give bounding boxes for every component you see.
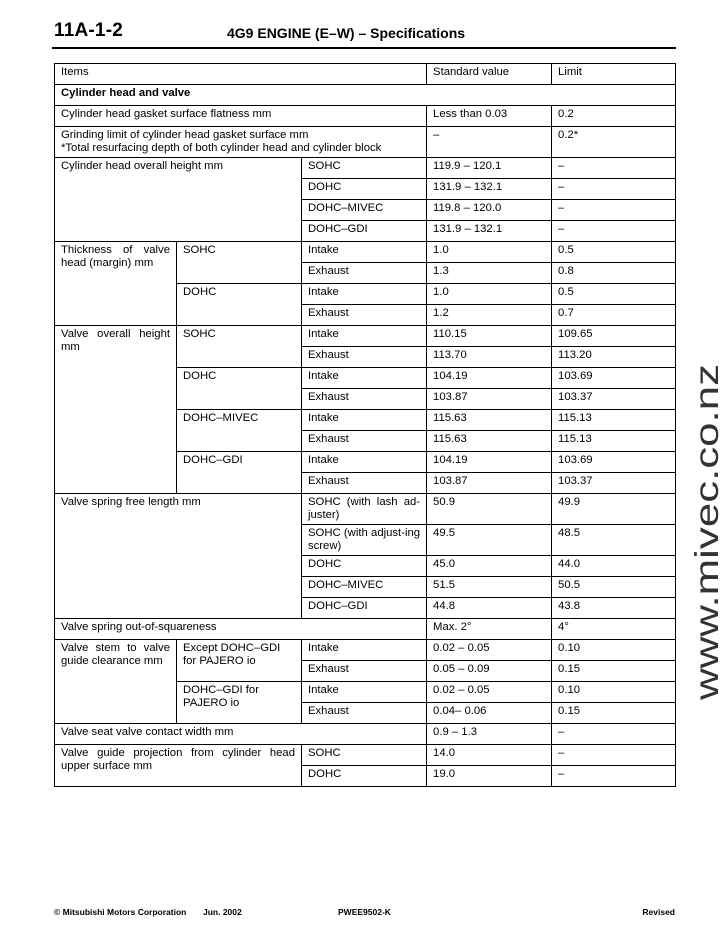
limit-value: 0.7 xyxy=(552,305,676,326)
header-rule xyxy=(52,47,676,49)
variant-label: SOHC (with lash ad-juster) xyxy=(302,494,427,525)
limit-value: – xyxy=(552,179,676,200)
limit-value: 109.65 xyxy=(552,326,676,347)
section-row xyxy=(55,85,676,106)
standard-value: 115.63 xyxy=(427,431,552,452)
valve-label: Intake xyxy=(302,284,427,305)
watermark-text: www.mivec.co.nz xyxy=(688,446,725,700)
engine-label: SOHC xyxy=(177,242,302,284)
standard-value: 131.9 – 132.1 xyxy=(427,179,552,200)
limit-value: 0.15 xyxy=(552,703,676,724)
engine-label: DOHC xyxy=(177,284,302,326)
limit-value: 113.20 xyxy=(552,347,676,368)
footer-code: PWEE9502-K xyxy=(338,907,391,917)
limit-value: – xyxy=(552,158,676,179)
valve-label: Exhaust xyxy=(302,347,427,368)
variant-label: DOHC–GDI xyxy=(302,221,427,242)
standard-value: 119.8 – 120.0 xyxy=(427,200,552,221)
limit-value: 44.0 xyxy=(552,556,676,577)
table-row xyxy=(55,640,676,661)
standard-value: 0.04– 0.06 xyxy=(427,703,552,724)
watermark xyxy=(688,360,728,700)
standard-value: 110.15 xyxy=(427,326,552,347)
engine-label: DOHC xyxy=(177,368,302,410)
valve-label: Exhaust xyxy=(302,703,427,724)
footer-date: Jun. 2002 xyxy=(203,907,242,917)
valve-label: Intake xyxy=(302,452,427,473)
table-row xyxy=(55,494,676,525)
limit-value: 103.69 xyxy=(552,452,676,473)
limit-value: – xyxy=(552,200,676,221)
limit-value: 4° xyxy=(552,619,676,640)
limit-value: 0.15 xyxy=(552,661,676,682)
variant-label: SOHC xyxy=(302,745,427,766)
limit-value: 115.13 xyxy=(552,431,676,452)
standard-value: 103.87 xyxy=(427,473,552,494)
col-header-limit: Limit xyxy=(552,64,676,85)
section-title: Cylinder head and valve xyxy=(55,85,676,106)
engine-label: Except DOHC–GDI for PAJERO io xyxy=(177,640,302,682)
standard-value: 19.0 xyxy=(427,766,552,787)
standard-value: 0.05 – 0.09 xyxy=(427,661,552,682)
item-label: Valve spring free length mm xyxy=(55,494,302,619)
item-label: Valve stem to valve guide clearance mm xyxy=(55,640,177,724)
item-text: Grinding limit of cylinder head gasket surface mm xyxy=(61,129,309,141)
valve-label: Intake xyxy=(302,410,427,431)
engine-label: DOHC–MIVEC xyxy=(177,410,302,452)
standard-value: 131.9 – 132.1 xyxy=(427,221,552,242)
variant-label: DOHC xyxy=(302,179,427,200)
limit-value: 103.37 xyxy=(552,389,676,410)
table-row xyxy=(55,242,676,263)
valve-label: Exhaust xyxy=(302,473,427,494)
engine-label: DOHC–GDI for PAJERO io xyxy=(177,682,302,724)
table-row xyxy=(55,619,676,640)
item-label: Valve guide projection from cylinder head upper surface mm xyxy=(55,745,302,787)
engine-label: DOHC–GDI xyxy=(177,452,302,494)
standard-value: 119.9 – 120.1 xyxy=(427,158,552,179)
variant-label: DOHC–MIVEC xyxy=(302,200,427,221)
standard-value: Less than 0.03 xyxy=(427,106,552,127)
page-title: 4G9 ENGINE (E–W) – Specifications xyxy=(227,25,466,41)
valve-label: Exhaust xyxy=(302,431,427,452)
footer-status: Revised xyxy=(642,907,675,917)
valve-label: Intake xyxy=(302,682,427,703)
valve-label: Exhaust xyxy=(302,305,427,326)
item-label: Valve seat valve contact width mm xyxy=(55,724,427,745)
limit-value: 49.9 xyxy=(552,494,676,525)
standard-value: 44.8 xyxy=(427,598,552,619)
limit-value: 0.8 xyxy=(552,263,676,284)
valve-label: Exhaust xyxy=(302,263,427,284)
limit-value: – xyxy=(552,221,676,242)
limit-value: 0.10 xyxy=(552,640,676,661)
standard-value: 0.02 – 0.05 xyxy=(427,682,552,703)
standard-value: 115.63 xyxy=(427,410,552,431)
standard-value: 104.19 xyxy=(427,452,552,473)
standard-value: 14.0 xyxy=(427,745,552,766)
col-header-standard: Standard value xyxy=(427,64,552,85)
limit-value: 115.13 xyxy=(552,410,676,431)
table-row xyxy=(55,724,676,745)
item-label: Cylinder head overall height mm xyxy=(55,158,302,242)
page-number: 11A-1-2 xyxy=(54,20,123,41)
valve-label: Intake xyxy=(302,242,427,263)
item-label: Cylinder head gasket surface flatness mm xyxy=(55,106,427,127)
standard-value: – xyxy=(427,127,552,158)
variant-label: SOHC xyxy=(302,158,427,179)
specifications-table xyxy=(54,63,676,787)
engine-label: SOHC xyxy=(177,326,302,368)
limit-value: 0.5 xyxy=(552,284,676,305)
variant-label: DOHC–GDI xyxy=(302,598,427,619)
table-row xyxy=(55,106,676,127)
standard-value: 51.5 xyxy=(427,577,552,598)
limit-value: 103.37 xyxy=(552,473,676,494)
standard-value: 1.0 xyxy=(427,242,552,263)
standard-value: Max. 2° xyxy=(427,619,552,640)
standard-value: 103.87 xyxy=(427,389,552,410)
valve-label: Intake xyxy=(302,326,427,347)
table-row xyxy=(55,745,676,766)
variant-label: DOHC xyxy=(302,766,427,787)
variant-label: DOHC–MIVEC xyxy=(302,577,427,598)
valve-label: Exhaust xyxy=(302,389,427,410)
table-row xyxy=(55,326,676,347)
table-row xyxy=(55,127,676,158)
standard-value: 0.02 – 0.05 xyxy=(427,640,552,661)
limit-value: 0.2* xyxy=(552,127,676,158)
limit-value: 50.5 xyxy=(552,577,676,598)
limit-value: 103.69 xyxy=(552,368,676,389)
variant-label: SOHC (with adjust-ing screw) xyxy=(302,525,427,556)
item-label: Valve spring out-of-squareness xyxy=(55,619,427,640)
variant-label: DOHC xyxy=(302,556,427,577)
limit-value: 0.5 xyxy=(552,242,676,263)
standard-value: 113.70 xyxy=(427,347,552,368)
item-label: Valve overall height mm xyxy=(55,326,177,494)
valve-label: Intake xyxy=(302,368,427,389)
standard-value: 0.9 – 1.3 xyxy=(427,724,552,745)
footer-copyright: © Mitsubishi Motors Corporation xyxy=(54,907,187,917)
limit-value: 0.10 xyxy=(552,682,676,703)
standard-value: 49.5 xyxy=(427,525,552,556)
table-header-row xyxy=(55,64,676,85)
item-label: Thickness of valve head (margin) mm xyxy=(55,242,177,326)
limit-value: 48.5 xyxy=(552,525,676,556)
standard-value: 45.0 xyxy=(427,556,552,577)
item-note: *Total resurfacing depth of both cylinder head and cylinder block xyxy=(61,142,382,154)
standard-value: 104.19 xyxy=(427,368,552,389)
limit-value: – xyxy=(552,724,676,745)
limit-value: 43.8 xyxy=(552,598,676,619)
item-label xyxy=(55,127,427,158)
standard-value: 50.9 xyxy=(427,494,552,525)
valve-label: Intake xyxy=(302,640,427,661)
standard-value: 1.3 xyxy=(427,263,552,284)
table-row xyxy=(55,158,676,179)
limit-value: – xyxy=(552,766,676,787)
standard-value: 1.2 xyxy=(427,305,552,326)
valve-label: Exhaust xyxy=(302,661,427,682)
limit-value: – xyxy=(552,745,676,766)
col-header-items: Items xyxy=(55,64,427,85)
limit-value: 0.2 xyxy=(552,106,676,127)
standard-value: 1.0 xyxy=(427,284,552,305)
